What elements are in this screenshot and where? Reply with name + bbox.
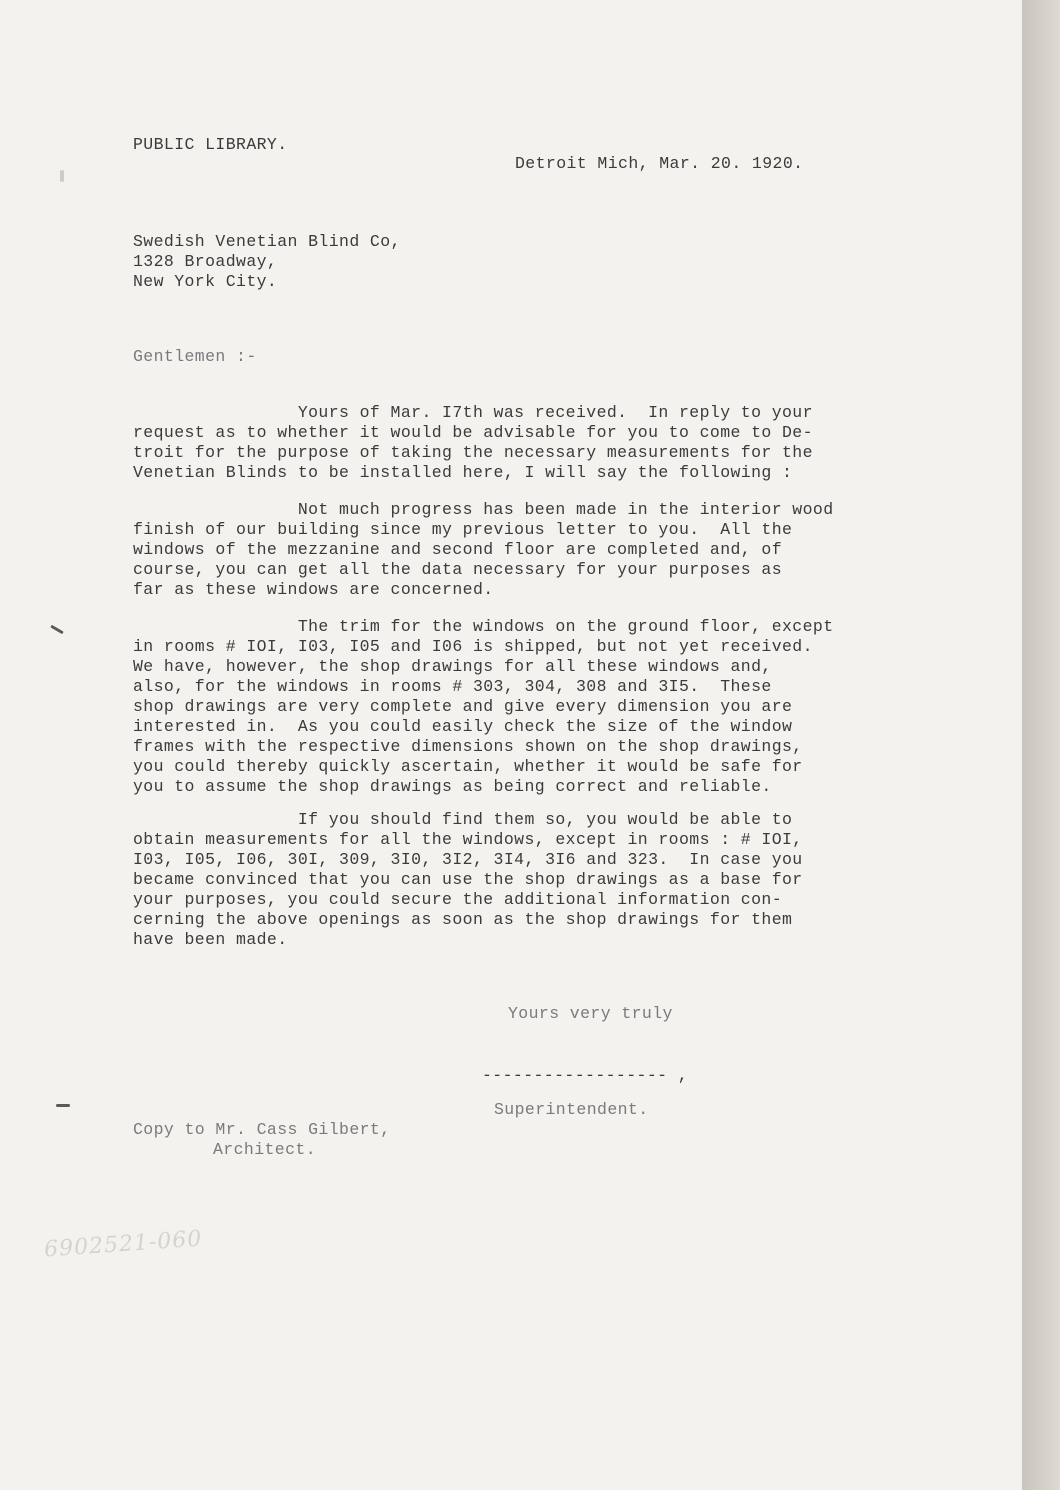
body-line: I03, I05, I06, 30I, 309, 3I0, 3I2, 3I4, 3I6 and 323. In case you (133, 850, 803, 869)
body-line: have been made. (133, 930, 288, 949)
complimentary-close: Yours very truly (508, 1004, 673, 1023)
smudge-mark (60, 170, 64, 182)
body-line: request as to whether it would be advisable for you to come to De- (133, 423, 813, 442)
body-line: If you should find them so, you would be able to (133, 810, 793, 829)
copy-line: Copy to Mr. Cass Gilbert, (133, 1120, 391, 1139)
signer-title: Superintendent. (494, 1100, 649, 1119)
signature-line: ------------------ , (482, 1066, 689, 1085)
punch-mark (56, 1104, 70, 1107)
body-line: Yours of Mar. I7th was received. In reply to your (133, 403, 813, 422)
salutation: Gentlemen :- (133, 347, 257, 366)
body-line: Venetian Blinds to be installed here, I will say the following : (133, 463, 793, 482)
recipient-line: Swedish Venetian Blind Co, (133, 232, 401, 251)
copy-line: Architect. (213, 1140, 317, 1159)
body-line: finish of our building since my previous letter to you. All the (133, 520, 793, 539)
body-line: cerning the above openings as soon as the shop drawings for them (133, 910, 793, 929)
dateline: Detroit Mich, Mar. 20. 1920. (515, 154, 804, 173)
body-line: frames with the respective dimensions shown on the shop drawings, (133, 737, 803, 756)
body-line: you to assume the shop drawings as being correct and reliable. (133, 777, 772, 796)
body-line: The trim for the windows on the ground floor, except (133, 617, 834, 636)
body-line: also, for the windows in rooms # 303, 304, 308 and 3I5. These (133, 677, 772, 696)
body-line: obtain measurements for all the windows, except in rooms : # IOI, (133, 830, 803, 849)
body-line: We have, however, the shop drawings for all these windows and, (133, 657, 772, 676)
body-line: far as these windows are concerned. (133, 580, 494, 599)
recipient-line: New York City. (133, 272, 278, 291)
pencil-archive-note: 6902521-060 (43, 1226, 204, 1263)
body-line: course, you can get all the data necessary for your purposes as (133, 560, 783, 579)
body-line: became convinced that you can use the shop drawings as a base for (133, 870, 803, 889)
punch-mark (50, 625, 64, 635)
body-line: interested in. As you could easily check the size of the window (133, 717, 793, 736)
letterhead: PUBLIC LIBRARY. (133, 135, 288, 154)
body-line: you could thereby quickly ascertain, whether it would be safe for (133, 757, 803, 776)
body-line: your purposes, you could secure the additional information con- (133, 890, 783, 909)
scan-background-edge (1022, 0, 1060, 1490)
body-line: Not much progress has been made in the interior wood (133, 500, 834, 519)
body-line: troit for the purpose of taking the necessary measurements for the (133, 443, 813, 462)
body-line: windows of the mezzanine and second floor are completed and, of (133, 540, 783, 559)
body-line: shop drawings are very complete and give every dimension you are (133, 697, 793, 716)
body-line: in rooms # IOI, I03, I05 and I06 is shipped, but not yet received. (133, 637, 813, 656)
recipient-line: 1328 Broadway, (133, 252, 278, 271)
